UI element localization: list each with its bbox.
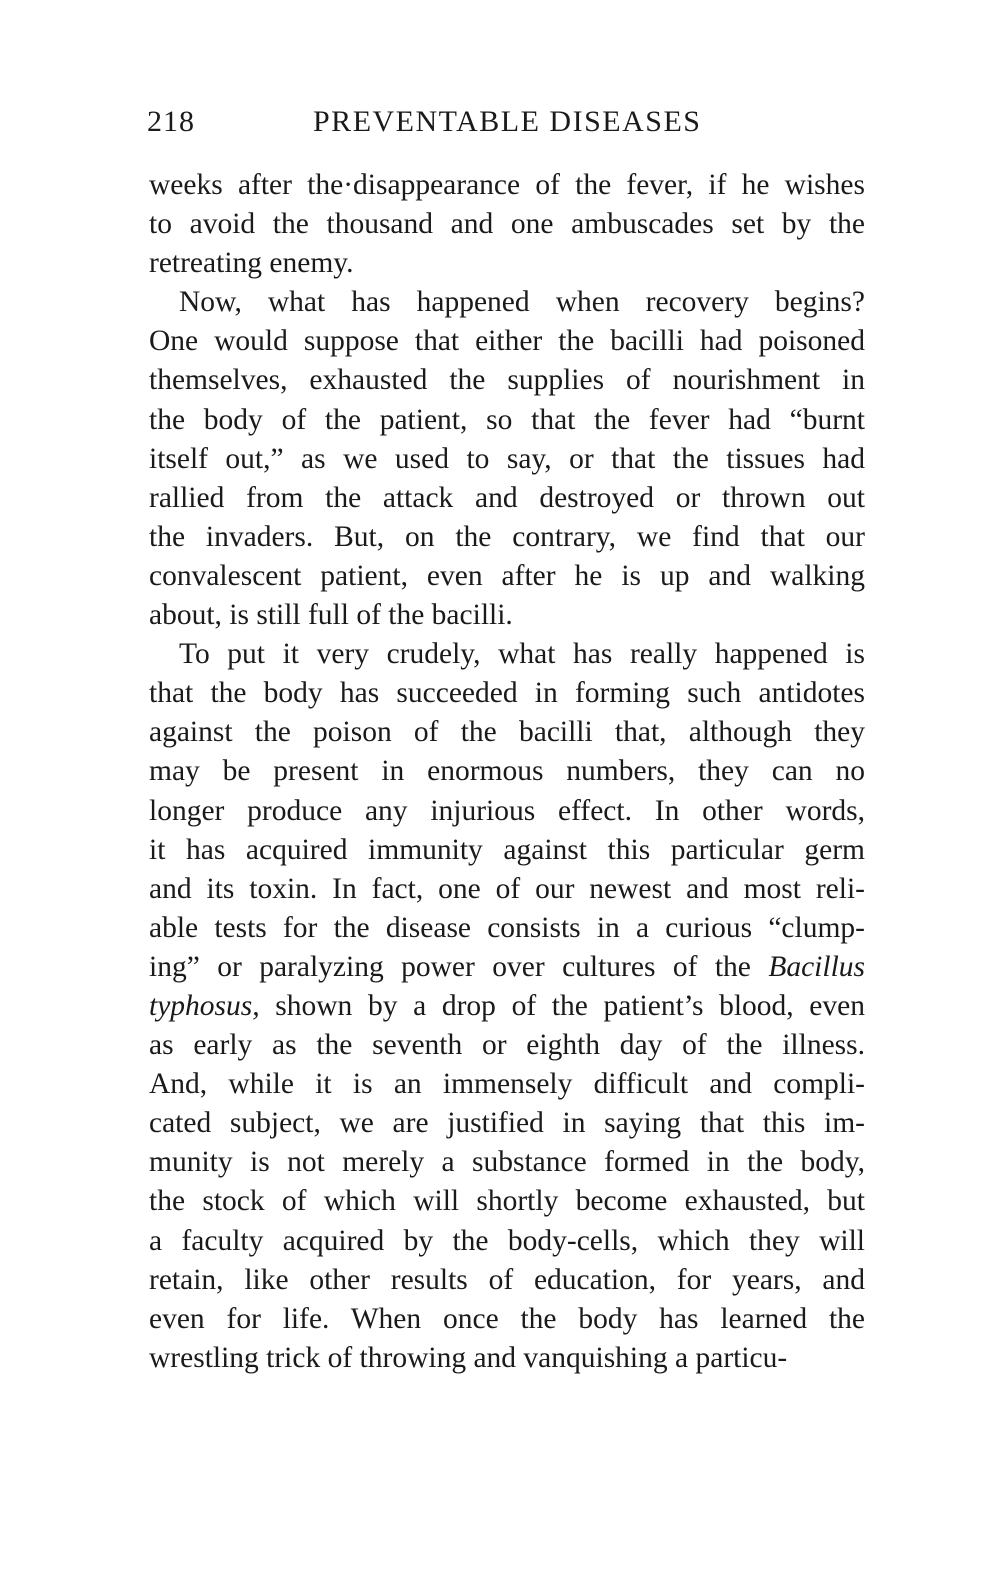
text-line: to avoid the thousand and one ambuscades set by the xyxy=(149,208,865,241)
text-line: convalescent patient, even after he is up and walking xyxy=(149,559,865,592)
text-line xyxy=(149,948,865,987)
text-line: weeks after the·disappearance of the fever, if he wishes xyxy=(149,169,865,201)
text-line: Now, what has happened when recovery begins? xyxy=(179,286,865,319)
text-line: as early as the seventh or eighth day of the illness. xyxy=(149,1029,865,1062)
italic-text: Bacillus xyxy=(768,950,865,983)
page-number: 218 xyxy=(147,105,195,138)
text-line: even for life. When once the body has learned the xyxy=(149,1302,865,1335)
text-line: the body of the patient, so that the fever had “burnt xyxy=(149,403,865,436)
text-line: rallied from the attack and destroyed or thrown out xyxy=(149,481,865,514)
text-line: able tests for the disease consists in a curious “clump- xyxy=(149,911,865,944)
book-page xyxy=(149,100,865,1378)
text-line: wrestling trick of throwing and vanquishing a particu- xyxy=(149,1341,788,1374)
text-line xyxy=(149,987,865,1026)
paragraph xyxy=(149,635,865,1378)
text-line: and its toxin. In fact, one of our newest and most reli- xyxy=(149,872,865,905)
italic-text: typhosus, xyxy=(149,989,260,1022)
text-line: that the body has succeeded in forming such antidotes xyxy=(149,677,865,710)
text-line: against the poison of the bacilli that, although they xyxy=(149,716,865,749)
text-line: To put it very crudely, what has really happened is xyxy=(179,638,865,671)
text-line: the invaders. But, on the contrary, we find that our xyxy=(149,520,865,553)
text-line: One would suppose that either the bacilli had poisoned xyxy=(149,325,865,358)
text-line: cated subject, we are justified in saying that this im- xyxy=(149,1107,865,1140)
paragraph xyxy=(149,283,865,635)
running-title: PREVENTABLE DISEASES xyxy=(313,105,702,138)
body-text xyxy=(149,166,865,1378)
text-line: retreating enemy. xyxy=(149,247,354,280)
text-line: a faculty acquired by the body-cells, which they will xyxy=(149,1224,865,1257)
text-line: themselves, exhausted the supplies of nourishment in xyxy=(149,364,865,397)
text-line: about, is still full of the bacilli. xyxy=(149,599,513,632)
text-line: munity is not merely a substance formed in the body, xyxy=(149,1146,865,1179)
text-line: And, while it is an immensely difficult and compli- xyxy=(149,1068,865,1101)
running-head xyxy=(149,100,865,144)
text-segment: shown by a drop of the patient’s blood, even xyxy=(259,989,865,1022)
text-line: it has acquired immunity against this particular germ xyxy=(149,833,865,866)
text-line: retain, like other results of education, for years, and xyxy=(149,1263,865,1296)
text-line: may be present in enormous numbers, they can no xyxy=(149,755,865,788)
text-line: the stock of which will shortly become exhausted, but xyxy=(149,1185,865,1218)
text-line: itself out,” as we used to say, or that the tissues had xyxy=(149,442,865,475)
text-line: longer produce any injurious effect. In other words, xyxy=(149,794,865,827)
text-segment: ing” or paralyzing power over cultures of the xyxy=(149,950,769,983)
paragraph xyxy=(149,166,865,283)
